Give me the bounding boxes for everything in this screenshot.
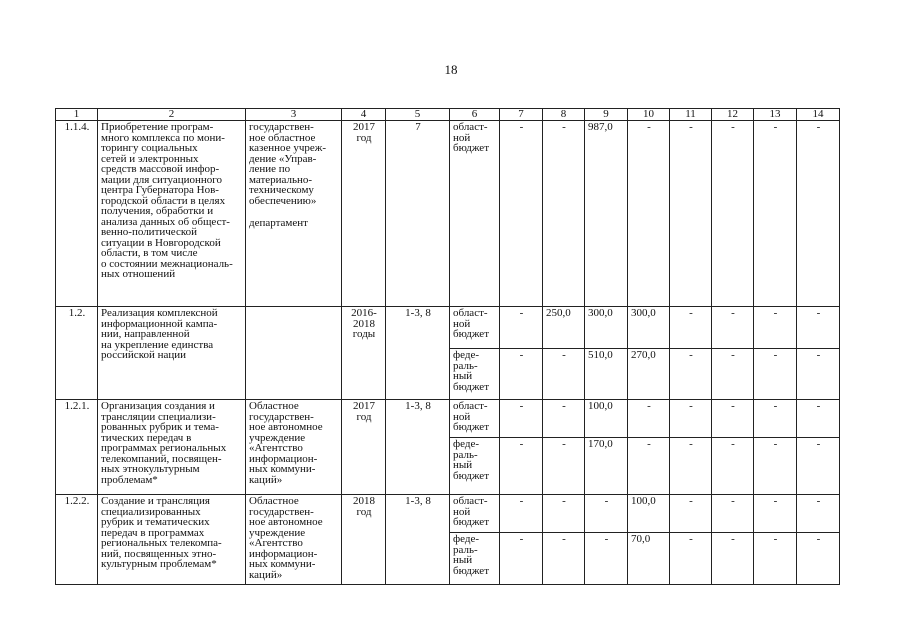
col-header: 11 [670, 109, 712, 121]
value-cell: 170,0 [585, 438, 628, 495]
value-cell: - [628, 438, 670, 495]
col-header: 12 [712, 109, 754, 121]
value-cell: - [500, 438, 543, 495]
value-cell: - [543, 349, 585, 400]
value-cell: 100,0 [585, 400, 628, 438]
value-cell: - [670, 307, 712, 349]
col-header: 14 [797, 109, 840, 121]
executor-secondary: департамент [249, 217, 308, 229]
value-cell: - [712, 307, 754, 349]
col-header: 6 [450, 109, 500, 121]
value-cell: - [543, 438, 585, 495]
goal-ref: 1-3, 8 [386, 400, 450, 495]
value-cell: - [797, 307, 840, 349]
program-table [55, 108, 840, 585]
value-cell: - [500, 121, 543, 307]
value-cell: - [500, 307, 543, 349]
funding-source: феде- раль- ный бюджет [450, 438, 500, 495]
executor: Областное государствен- ное автономное учреждение «Агентство информацион- ных коммуни- каций» [246, 495, 342, 585]
funding-source: област- ной бюджет [450, 121, 500, 307]
value-cell: - [754, 400, 797, 438]
value-cell: - [500, 533, 543, 585]
col-header: 8 [543, 109, 585, 121]
value-cell: - [500, 349, 543, 400]
col-header: 7 [500, 109, 543, 121]
col-header: 5 [386, 109, 450, 121]
goal-ref: 1-3, 8 [386, 495, 450, 585]
value-cell: - [754, 533, 797, 585]
funding-source: област- ной бюджет [450, 307, 500, 349]
value-cell: - [712, 533, 754, 585]
value-cell: - [712, 349, 754, 400]
table-row [56, 495, 840, 533]
value-cell: 987,0 [585, 121, 628, 307]
value-cell: - [543, 533, 585, 585]
value-cell: 270,0 [628, 349, 670, 400]
activity-name: Реализация комплексной информационной кампа- нии, направленной на укрепление единства российской нации [98, 307, 246, 400]
col-header: 4 [342, 109, 386, 121]
goal-ref: 7 [386, 121, 450, 307]
activity-name: Создание и трансляция специализированных рубрик и тематических передач в программах региональных телекомпа- ний, посвященных этно- культурным проблемам* [98, 495, 246, 585]
value-cell: - [754, 121, 797, 307]
value-cell: - [712, 495, 754, 533]
value-cell: - [628, 400, 670, 438]
funding-source: феде- раль- ный бюджет [450, 533, 500, 585]
activity-name: Приобретение програм- много комплекса по мони- торингу социальных сетей и электронных средств массовой инфор- мации для ситуационного центра Губернатора Нов- городской области в целях получения, обработки и анализа данных об общест- венно-политической ситуации в Новгородской области, в том числе о состоянии межнациональ- ных отношений [98, 121, 246, 307]
value-cell: 250,0 [543, 307, 585, 349]
term: 2017 год [342, 121, 386, 307]
term: 2018 год [342, 495, 386, 585]
table-row [56, 400, 840, 438]
value-cell: 70,0 [628, 533, 670, 585]
row-number: 1.1.4. [56, 121, 98, 307]
value-cell: 510,0 [585, 349, 628, 400]
value-cell: - [754, 307, 797, 349]
col-header: 1 [56, 109, 98, 121]
value-cell: - [670, 533, 712, 585]
value-cell: - [543, 495, 585, 533]
value-cell: - [628, 121, 670, 307]
term: 2016- 2018 годы [342, 307, 386, 400]
value-cell: - [797, 349, 840, 400]
col-header: 13 [754, 109, 797, 121]
value-cell: - [670, 495, 712, 533]
value-cell: 100,0 [628, 495, 670, 533]
value-cell: - [754, 495, 797, 533]
col-header: 3 [246, 109, 342, 121]
value-cell: - [754, 438, 797, 495]
value-cell: - [797, 400, 840, 438]
executor-text: государствен- ное областное казенное учреж- дение «Управ- ление по материально- техническому обеспечению» [249, 121, 327, 207]
value-cell: 300,0 [628, 307, 670, 349]
value-cell: - [670, 349, 712, 400]
page-number: 18 [444, 62, 458, 77]
col-header: 9 [585, 109, 628, 121]
value-cell: - [712, 438, 754, 495]
col-header: 10 [628, 109, 670, 121]
value-cell: - [543, 400, 585, 438]
term: 2017 год [342, 400, 386, 495]
value-cell: - [797, 438, 840, 495]
value-cell: - [585, 533, 628, 585]
col-header: 2 [98, 109, 246, 121]
value-cell: - [500, 495, 543, 533]
funding-source: област- ной бюджет [450, 400, 500, 438]
row-number: 1.2.2. [56, 495, 98, 585]
activity-name: Организация создания и трансляции специализи- рованных рубрик и тема- тических передач в программах региональных телекомпаний, посвящен- ных этнокультурным проблемам* [98, 400, 246, 495]
table-row [56, 307, 840, 349]
goal-ref: 1-3, 8 [386, 307, 450, 400]
funding-source: област- ной бюджет [450, 495, 500, 533]
value-cell: 300,0 [585, 307, 628, 349]
value-cell: - [754, 349, 797, 400]
value-cell: - [797, 533, 840, 585]
value-cell: - [500, 400, 543, 438]
executor [246, 307, 342, 400]
row-number: 1.2. [56, 307, 98, 400]
row-number: 1.2.1. [56, 400, 98, 495]
value-cell: - [797, 121, 840, 307]
value-cell: - [670, 400, 712, 438]
value-cell: - [670, 438, 712, 495]
value-cell: - [670, 121, 712, 307]
executor [246, 121, 342, 307]
value-cell: - [585, 495, 628, 533]
value-cell: - [797, 495, 840, 533]
column-number-row [56, 109, 840, 121]
executor: Областное государствен- ное автономное учреждение «Агентство информацион- ных коммуни- каций» [246, 400, 342, 495]
funding-source: феде- раль- ный бюджет [450, 349, 500, 400]
value-cell: - [712, 400, 754, 438]
value-cell: - [543, 121, 585, 307]
value-cell: - [712, 121, 754, 307]
table-row [56, 121, 840, 307]
